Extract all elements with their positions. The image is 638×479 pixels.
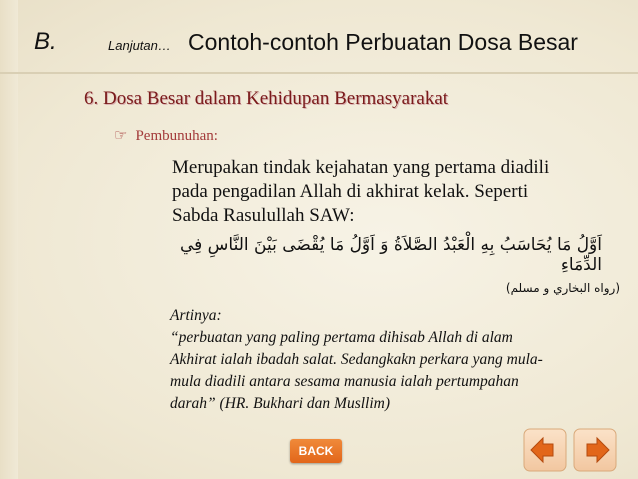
translation-line: mula diadili antara sesama manusia ialah pertumpahan (170, 373, 519, 390)
hadith-reference: (رواه البخاري و مسلم) (505, 281, 620, 295)
paragraph-line: pada pengadilan Allah di akhirat kelak. Seperti (172, 181, 529, 202)
arrow-right-icon (573, 428, 617, 472)
previous-slide-button[interactable] (523, 428, 567, 472)
back-button[interactable]: BACK (290, 439, 342, 463)
translation-block (170, 305, 610, 415)
translation-heading: Artinya: (170, 307, 222, 324)
pointing-hand-icon: ☞ (114, 128, 128, 144)
translation-line: Akhirat ialah ibadah salat. Sedangkakn perkara yang mula- (170, 351, 543, 368)
paragraph-line: Merupakan tindak kejahatan yang pertama diadili (172, 157, 550, 178)
body-paragraph (172, 156, 592, 228)
arrow-left-icon (523, 428, 567, 472)
subheading: 6. Dosa Besar dalam Kehidupan Bermasyarakat (84, 88, 449, 109)
bullet-label: Pembunuhan: (135, 128, 218, 144)
paragraph-line: Sabda Rasulullah SAW: (172, 205, 355, 226)
slide-title: Contoh-contoh Perbuatan Dosa Besar (188, 29, 578, 55)
section-letter: B. (34, 28, 57, 55)
translation-line: “perbuatan yang paling pertama dihisab Allah di alam (170, 329, 513, 346)
header-divider (0, 72, 638, 74)
hadith-arabic-text: اَوَّلُ مَا يُحَاسَبُ بِهِ الْعَبْدُ الصَّلاَةُ وَ اَوَّلُ مَا يُقْضَى بَيْنَ النَّاسِ فِي الدِّمَاءِ (179, 235, 602, 275)
translation-line: darah” (HR. Bukhari dan Musllim) (170, 395, 391, 412)
bullet-item (114, 126, 218, 145)
next-slide-button[interactable] (573, 428, 617, 472)
continuation-label: Lanjutan… (108, 38, 171, 53)
